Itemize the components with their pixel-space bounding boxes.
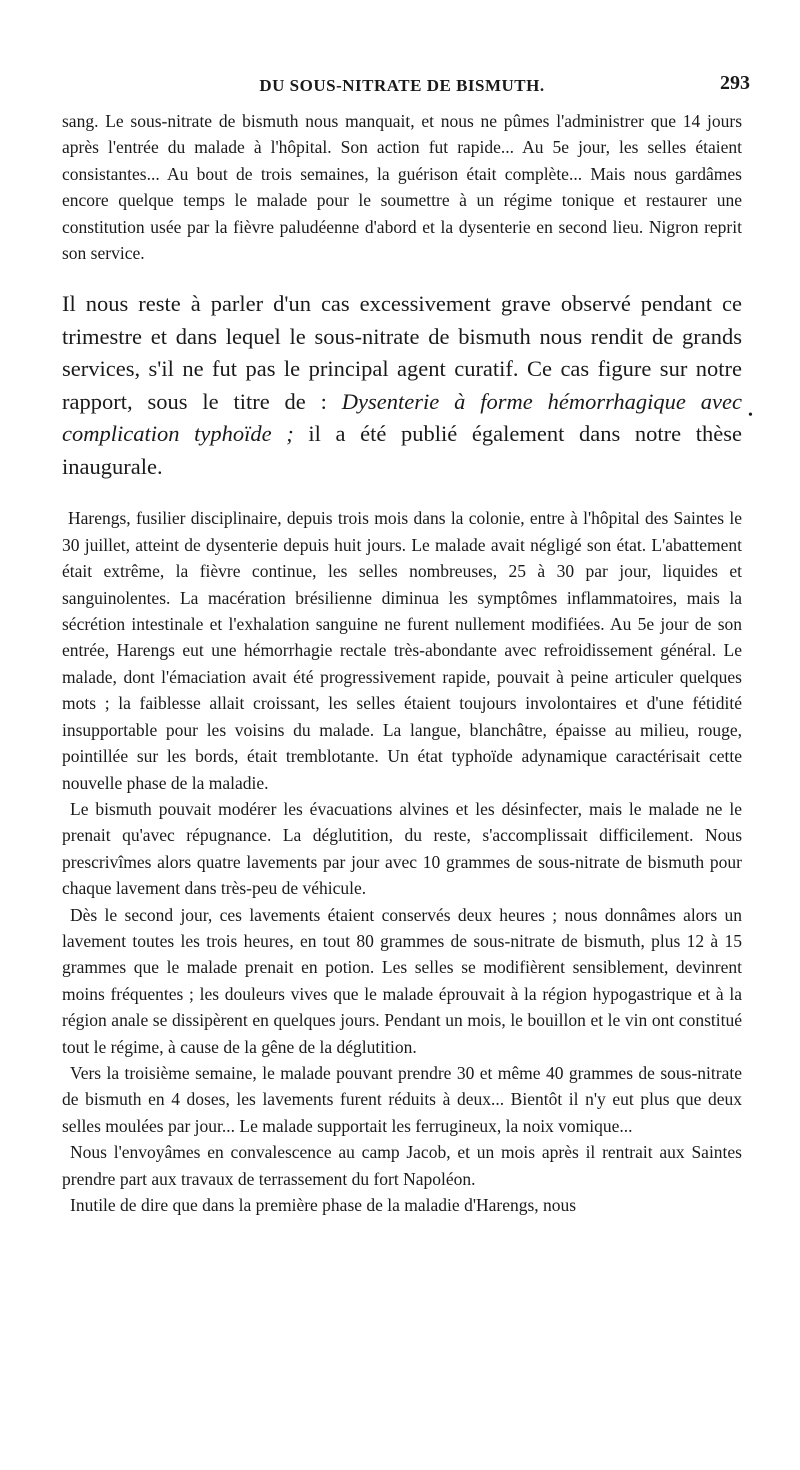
- paragraph-2-text: Il nous reste à parler d'un cas excessivement grave observé pendant ce trimestre et dans lequel le sous-nitrate de bismuth nous rendit de grands services, s'il ne fut pas le principal agent curatif. Ce cas figure sur notre rapport, sous le titre de :: [62, 291, 742, 414]
- paragraph-4: Le bismuth pouvait modérer les évacuations alvines et les désinfecter, mais le malade ne le prenait qu'avec répugnance. La déglutition, du reste, s'accomplissait difficilement. Nous prescrivîmes alors quatre lavements par jour avec 10 grammes de sous-nitrate de bismuth pour chaque lavement dans très-peu de véhicule.: [62, 798, 742, 899]
- page: [62, 70, 750, 1218]
- paragraph-7: Nous l'envoyâmes en convalescence au camp Jacob, et un mois après il rentrait aux Saintes prendre part aux travaux de terrassement du fort Napoléon.: [62, 1142, 742, 1189]
- page-header: [62, 70, 750, 106]
- paragraph-2: [62, 288, 742, 483]
- paragraph-5: Dès le second jour, ces lavements étaient conservés deux heures ; nous donnâmes alors un lavement toutes les trois heures, en tout 80 grammes de sous-nitrate de bismuth, plus 12 à 15 grammes que le malade prenait en potion. Les selles se modifièrent sensiblement, devinrent moins fréquentes ; les douleurs vives que le malade éprouvait à la région hypogastrique et à la région anale se dissipèrent en quelques jours. Pendant un mois, le bouillon et le vin ont constitué tout le régime, à cause de la gêne de la déglutition.: [62, 904, 742, 1057]
- running-title: DU SOUS-NITRATE DE BISMUTH.: [259, 76, 545, 95]
- page-number: 293: [720, 72, 750, 94]
- paragraph-2-end: il a été publié également dans notre thèse inaugurale.: [62, 421, 743, 479]
- margin-dot: •: [748, 408, 753, 423]
- paragraph-3: Harengs, fusilier disciplinaire, depuis trois mois dans la colonie, entre à l'hôpital des Saintes le 30 juillet, atteint de dysenterie depuis huit jours. Le malade avait négligé son état. L'abattement était extrême, la fièvre continue, les selles nombreuses, 25 à 30 par jour, liquides et sanguinolentes. La macération brésilienne diminua les symptômes inflammatoires, mais la sécrétion intestinale et l'exhalation sanguine ne furent nullement modifiées. Au 5e jour de son entrée, Harengs eut une hémorrhagie rectale très-abondante avec refroidissement général. Le malade, dont l'émaciation avait été progressivement rapide, pouvait à peine articuler quelques mots ; la faiblesse allait croissant, les selles étaient toujours involontaires et d'une fétidité insupportable pour les voisins du malade. La langue, blanchâtre, épaisse au milieu, rouge, pointillée sur les bords, était tremblotante. Un état typhoïde adynamique caractérisait cette nouvelle phase de la maladie.: [62, 508, 742, 793]
- paragraph-1: sang. Le sous-nitrate de bismuth nous manquait, et nous ne pûmes l'administrer que 14 jours après l'entrée du malade à l'hôpital. Son action fut rapide... Au 5e jour, les selles étaient consistantes... Au bout de trois semaines, la guérison était complète... Mais nous gardâmes encore quelque temps le malade pour le soumettre à un régime tonique et restaurer une constitution usée par la fièvre paludéenne d'abord et la dysenterie en second lieu. Nigron reprit son service.: [62, 111, 742, 264]
- case-title: Dysenterie à forme hémorrhagique avec complication typhoïde ;: [62, 388, 742, 447]
- paragraph-8: Inutile de dire que dans la première phase de la maladie d'Harengs, nous: [70, 1195, 577, 1215]
- paragraph-6: Vers la troisième semaine, le malade pouvant prendre 30 et même 40 grammes de sous-nitrate de bismuth en 4 doses, les lavements furent réduits à deux... Bientôt il n'y eut plus que deux selles moulées par jour... Le malade supportait les ferrugineux, la noix vomique...: [62, 1062, 742, 1136]
